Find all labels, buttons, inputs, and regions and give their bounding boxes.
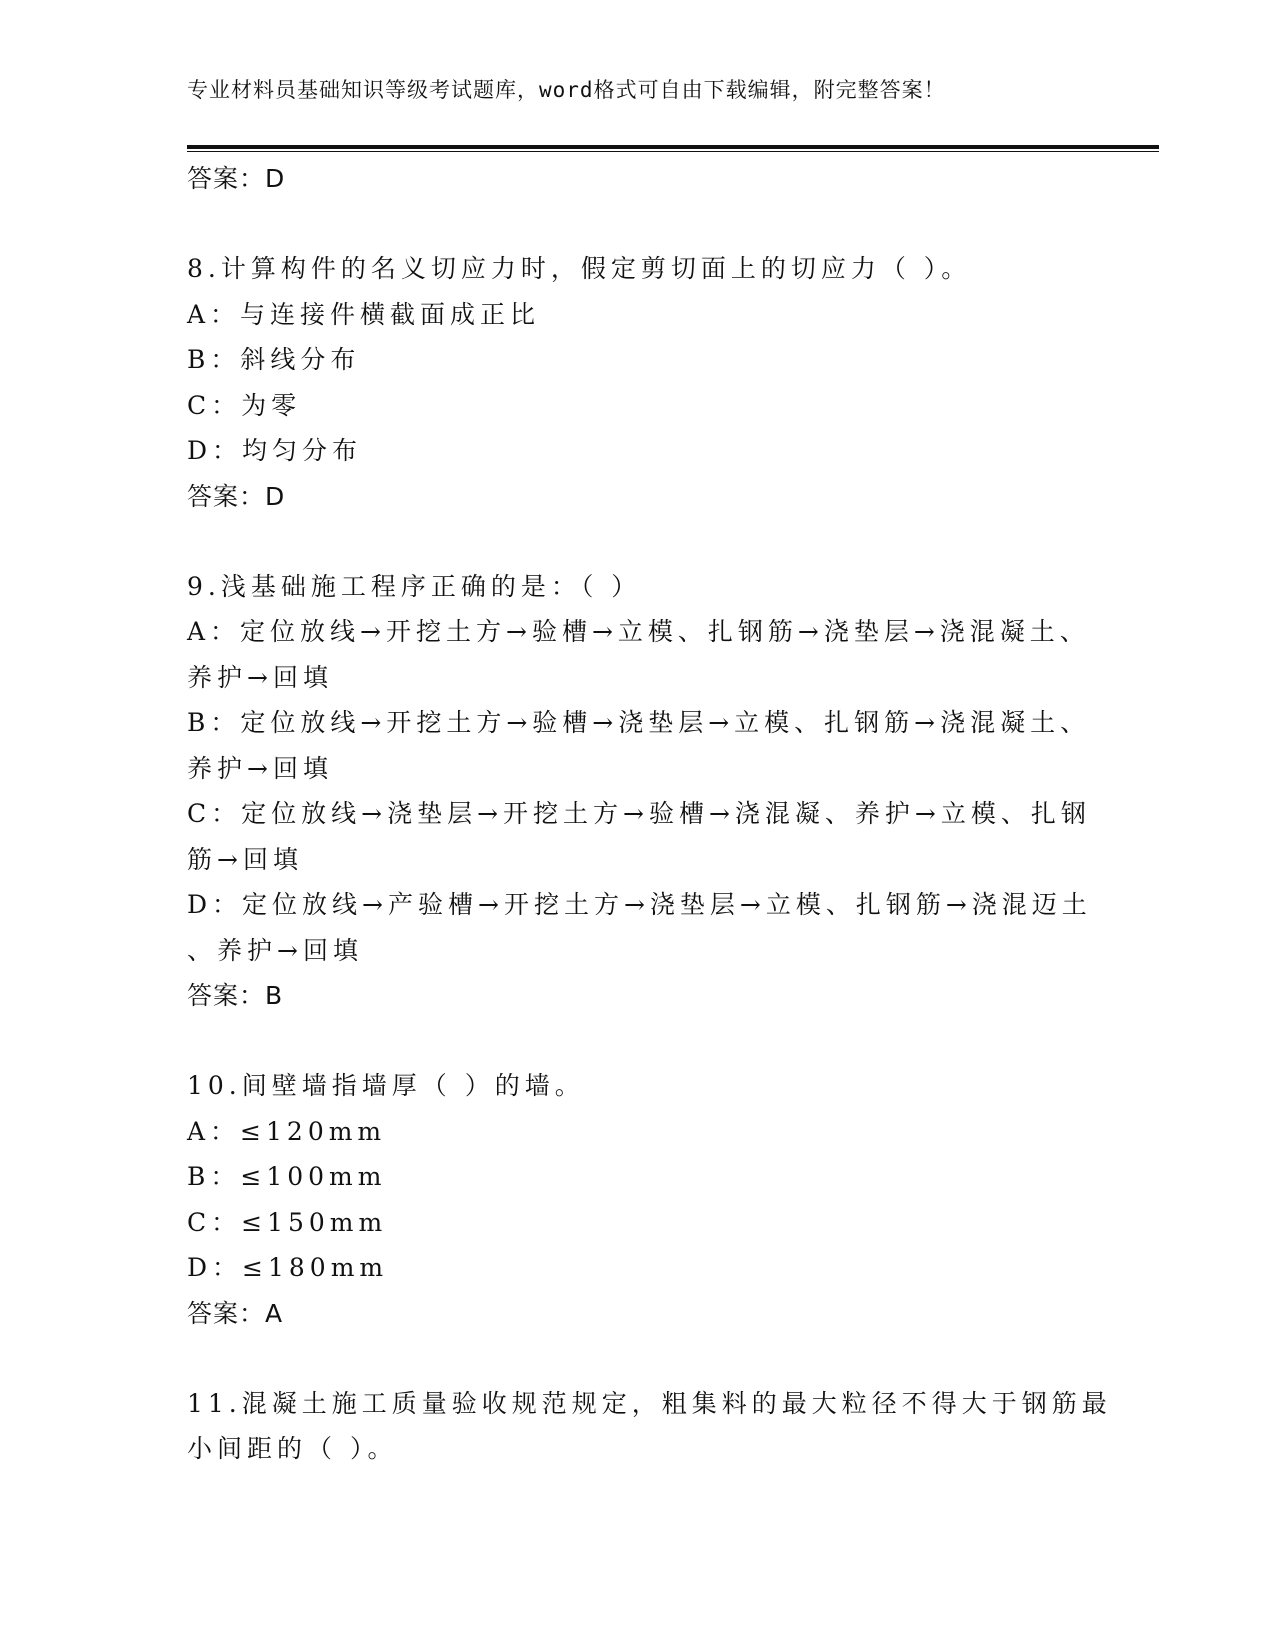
- option-line: 养护→回填: [187, 753, 333, 783]
- page-header: 专业材料员基础知识等级考试题库，word格式可自由下载编辑，附完整答案！: [187, 78, 946, 102]
- option-line: D：均匀分布: [187, 436, 363, 465]
- question-10: [187, 1063, 1087, 1337]
- header-rule-thick: [187, 145, 1159, 149]
- option-line: D：≤180mm: [187, 1253, 389, 1282]
- answer-line: 答案：D: [187, 481, 286, 511]
- question-11: [187, 1381, 1112, 1472]
- content: [187, 156, 1112, 1472]
- question-stem: 小间距的（ ）。: [187, 1434, 398, 1463]
- option-line: B：定位放线→开挖土方→验槽→浇垫层→立模、扎钢筋→浇混凝土、: [187, 708, 1091, 737]
- option-line: C：定位放线→浇垫层→开挖土方→验槽→浇混凝、养护→立模、扎钢: [187, 799, 1091, 828]
- option-line: A：与连接件横截面成正比: [187, 299, 541, 329]
- option-line: A：≤120mm: [187, 1116, 387, 1146]
- answer-line: 答案：B: [187, 981, 284, 1010]
- option-line: 养护→回填: [187, 662, 333, 692]
- option-line: D：定位放线→产验槽→开挖土方→浇垫层→立模、扎钢筋→浇混迈土: [187, 890, 1092, 919]
- header-rule-thin: [187, 151, 1159, 152]
- answer-line: 答案：A: [187, 1298, 284, 1328]
- option-line: 、养护→回填: [187, 935, 363, 965]
- question-stem: 11.混凝土施工质量验收规范规定，粗集料的最大粒径不得大于钢筋最: [187, 1388, 1112, 1418]
- option-line: B：斜线分布: [187, 345, 361, 374]
- option-line: 筋→回填: [187, 844, 303, 874]
- answer-line: 答案：D: [187, 164, 286, 193]
- option-line: B：≤100mm: [187, 1162, 387, 1191]
- question-stem: 10.间壁墙指墙厚（ ）的墙。: [187, 1071, 585, 1100]
- question-9: [187, 564, 1092, 1020]
- question-8: [187, 246, 1087, 520]
- option-line: C：≤150mm: [187, 1207, 388, 1237]
- question-stem: 9.浅基础施工程序正确的是：（ ）: [187, 571, 642, 601]
- question-stem: 8.计算构件的名义切应力时，假定剪切面上的切应力（ ）。: [187, 254, 972, 283]
- option-line: A：定位放线→开挖土方→验槽→立模、扎钢筋→浇垫层→浇混凝土、: [187, 617, 1090, 646]
- option-line: C：为零: [187, 390, 302, 420]
